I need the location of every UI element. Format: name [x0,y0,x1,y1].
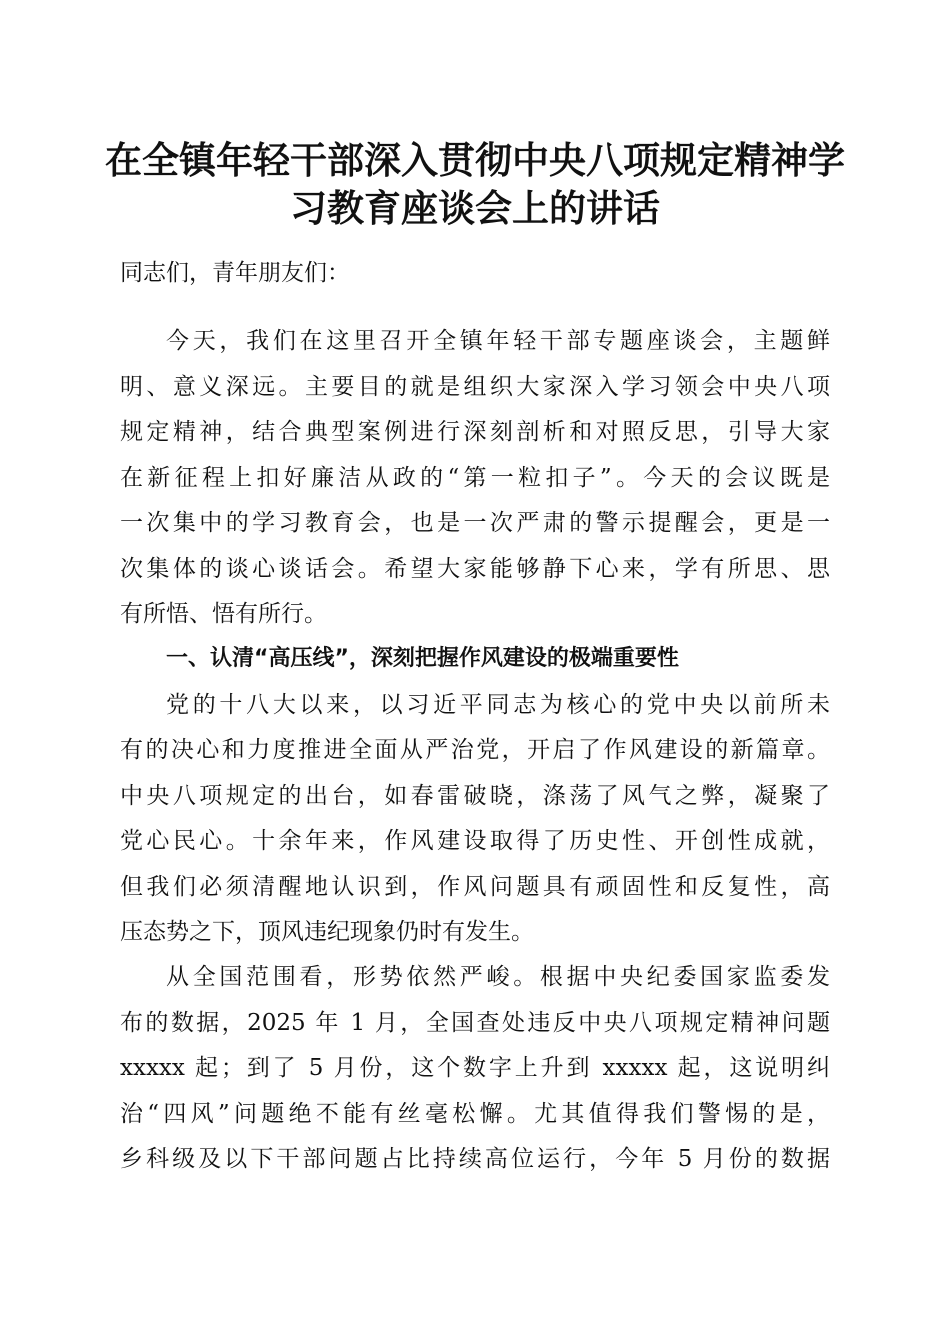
salutation: 同志们，青年朋友们： [120,260,350,286]
paragraph-2-line-4: 党心民心。十余年来，作风建设取得了历史性、开创性成就， [120,828,830,854]
paragraph-1-line-1: 今天，我们在这里召开全镇年轻干部专题座谈会，主题鲜 [166,328,830,354]
paragraph-1-line-6: 次集体的谈心谈话会。希望大家能够静下心来，学有所思、思 [120,556,830,582]
section-1-heading: 一、认清“高压线”，深刻把握作风建设的极端重要性 [166,646,679,671]
document-title-line-1: 在全镇年轻干部深入贯彻中央八项规定精神学 [105,138,845,182]
paragraph-2-line-1: 党的十八大以来，以习近平同志为核心的党中央以前所未 [166,692,830,718]
paragraph-1-line-2: 明、意义深远。主要目的就是组织大家深入学习领会中央八项 [120,374,830,400]
paragraph-2-line-5: 但我们必须清醒地认识到，作风问题具有顽固性和反复性，高 [120,874,830,900]
paragraph-3-line-5: 乡科级及以下干部问题占比持续高位运行，今年 5 月份的数据 [120,1146,830,1172]
paragraph-1-line-4: 在新征程上扣好廉洁从政的“第一粒扣子”。今天的会议既是 [120,465,830,491]
document-title-line-2: 习教育座谈会上的讲话 [290,186,660,230]
paragraph-1-line-7: 有所悟、悟有所行。 [120,601,327,627]
paragraph-3-line-3: xxxxx 起；到了 5 月份，这个数字上升到 xxxxx 起，这说明纠 [120,1055,830,1081]
paragraph-1-line-3: 规定精神，结合典型案例进行深刻剖析和对照反思，引导大家 [120,419,830,445]
paragraph-2-line-3: 中央八项规定的出台，如春雷破晓，涤荡了风气之弊，凝聚了 [120,783,830,809]
paragraph-3-line-2: 布的数据，2025 年 1 月，全国查处违反中央八项规定精神问题 [120,1010,830,1036]
paragraph-2-line-6: 压态势之下，顶风违纪现象仍时有发生。 [120,919,534,945]
paragraph-3-line-1: 从全国范围看，形势依然严峻。根据中央纪委国家监委发 [166,964,830,990]
paragraph-2-line-2: 有的决心和力度推进全面从严治党，开启了作风建设的新篇章。 [120,737,830,763]
paragraph-1-line-5: 一次集中的学习教育会，也是一次严肃的警示提醒会，更是一 [120,510,830,536]
paragraph-3-line-4: 治“四风”问题绝不能有丝毫松懈。尤其值得我们警惕的是， [120,1101,830,1127]
